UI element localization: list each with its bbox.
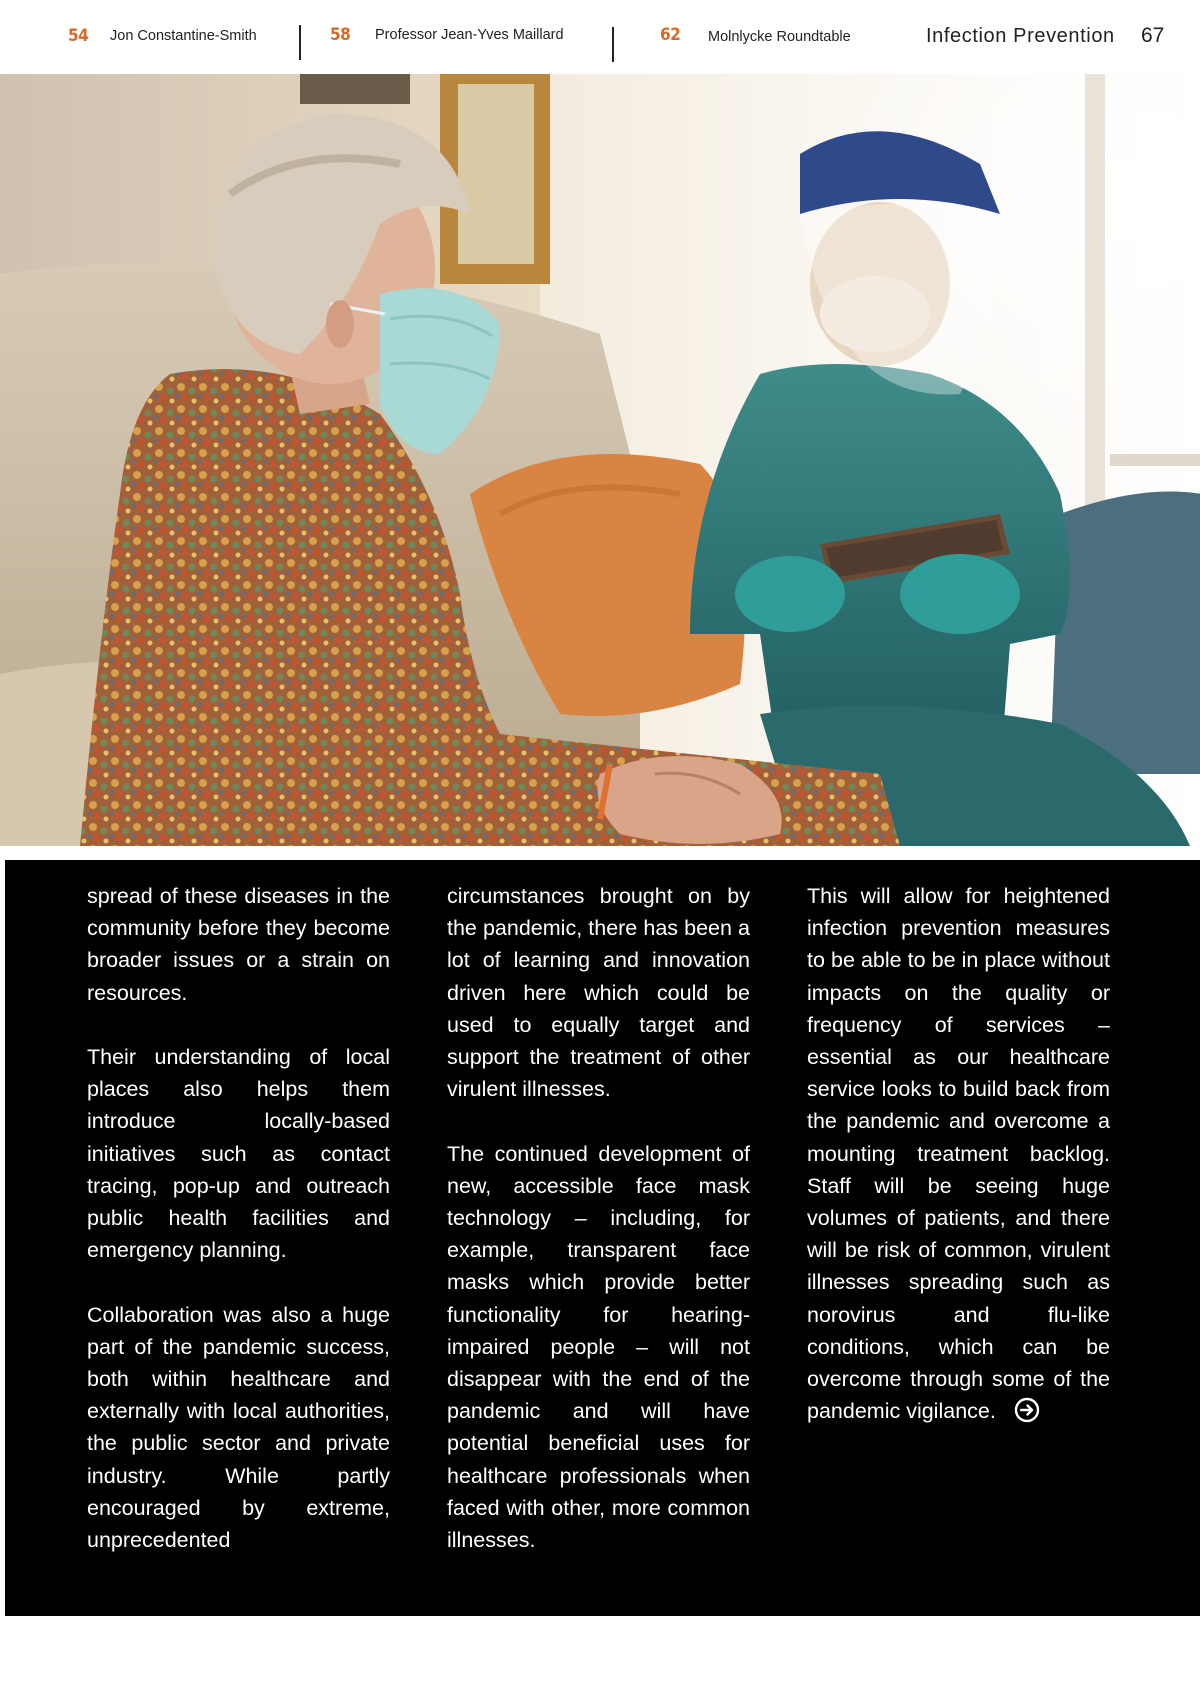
article-text-panel xyxy=(5,860,1200,1616)
text-column-1 xyxy=(87,880,390,1556)
nav-page-number: 54 xyxy=(68,26,89,46)
nav-page-number: 62 xyxy=(660,25,681,45)
text-column-2 xyxy=(447,880,750,1556)
nav-divider xyxy=(299,25,301,60)
paragraph: circumstances brought on by the pandemic, there has been a lot of learning and innovation driven here which could be used to equally target and support the treatment of other virulent illnesses. xyxy=(447,884,750,1102)
nav-label: Professor Jean-Yves Maillard xyxy=(375,27,564,43)
paragraph: Their understanding of local places also helps them introduce locally-based initiatives such as contact tracing, pop-up and outreach public health facilities and emergency planning. xyxy=(87,1045,390,1263)
photo-elderly-patient-and-masked-nurse xyxy=(0,74,1200,846)
paragraph: spread of these diseases in the community before they become broader issues or a strain on resources. xyxy=(87,884,390,1005)
hero-photo xyxy=(0,74,1200,846)
paragraph: The continued development of new, accessible face mask technology – including, for example, transparent face masks which provide better functionality for hearing-impaired people – will not disappear with the end of the pandemic and will have potential beneficial uses for healthcare professionals when faced with other, more common illnesses. xyxy=(447,1141,750,1553)
paragraph-text: This will allow for heightened infection prevention measures to be able to be in place without impacts on the quality or frequency of services – essential as our healthcare service looks to build back from the pandemic and overcome a mounting treatment backlog. Staff will be seeing huge volumes of patients, and there will be risk of common, virulent illnesses spreading such as norovirus and flu-like conditions, which can be overcome through some of the pandemic vigilance. xyxy=(807,884,1110,1424)
nav-link-molnlycke-roundtable[interactable] xyxy=(660,22,880,52)
nav-link-jon-constantine-smith[interactable] xyxy=(68,22,278,52)
arrow-right-circle-icon[interactable] xyxy=(1014,1397,1040,1423)
paragraph xyxy=(807,880,1110,1427)
nav-label: Molnlycke Roundtable xyxy=(708,29,851,45)
nav-link-professor-jean-yves-maillard[interactable] xyxy=(330,22,590,52)
section-title: Infection Prevention xyxy=(926,25,1115,47)
nav-label: Jon Constantine-Smith xyxy=(110,28,257,44)
text-column-3 xyxy=(807,880,1110,1427)
nav-divider xyxy=(612,27,614,62)
paragraph: Collaboration was also a huge part of the pandemic success, both within healthcare and externally with local authorities, the public sector and private industry. While partly encouraged by extreme, unprecedented xyxy=(87,1302,390,1553)
page-number: 67 xyxy=(1141,24,1165,47)
nav-page-number: 58 xyxy=(330,25,351,45)
page-header xyxy=(0,0,1200,74)
